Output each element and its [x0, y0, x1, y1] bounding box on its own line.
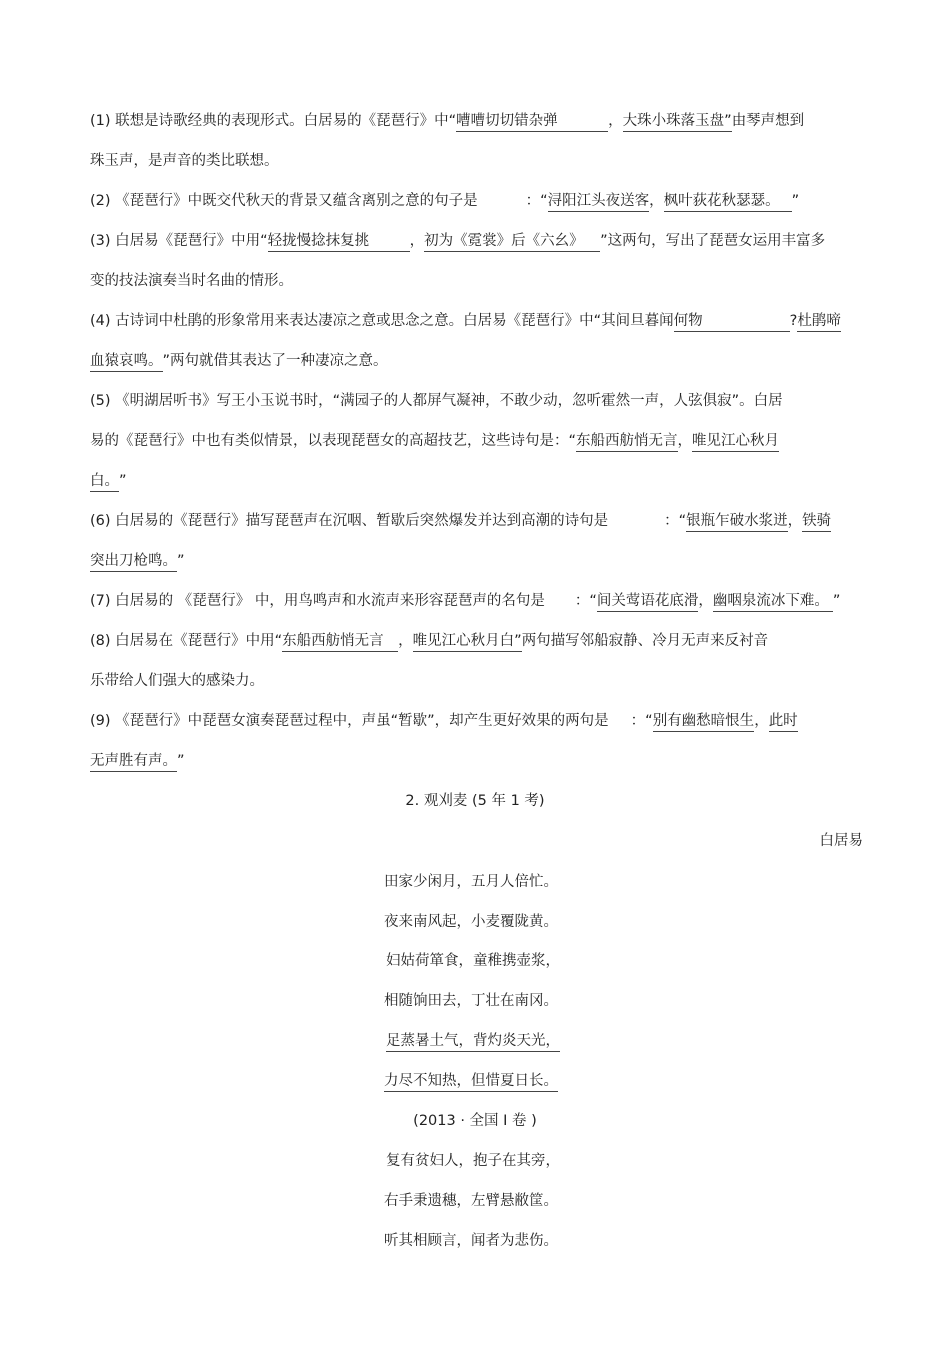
q8-answer-2: 唯见江心秋月白”	[413, 631, 522, 652]
question-6	[90, 511, 870, 532]
poem-line-6	[384, 1071, 558, 1092]
q9-answer-2-cont: 无声胜有声。	[90, 751, 177, 772]
question-2	[90, 191, 870, 212]
q8-post: 两句描写邻船寂静、冷月无声来反衬音	[521, 633, 769, 649]
poem-author: 白居易	[819, 833, 863, 849]
question-8	[90, 631, 870, 652]
poem-line-6-text: 力尽不知热，但惜夏日长。	[384, 1071, 558, 1092]
q4-sep: ?	[789, 313, 798, 329]
question-5-line-3	[90, 471, 870, 492]
q9-answer-1: 别有幽愁暗恨生	[653, 711, 755, 732]
q3-sep: ，	[409, 233, 425, 249]
q7-sep: ，	[698, 593, 713, 609]
poem-line-4: 相随饷田去，丁壮在南冈。	[384, 993, 558, 1009]
q9-post: ”	[177, 753, 185, 769]
q2-prompt: (2) 《琵琶行》中既交代秋天的背景又蕴含离别之意的句子是	[90, 193, 478, 209]
q5-prompt: 易的《琵琶行》中也有类似情景，以表现琵琶女的高超技艺，这些诗句是：“	[90, 433, 577, 449]
question-5: (5) 《明湖居听书》写王小玉说书时，“满园子的人都屏气凝神，不敢少动，忽听霍然一声，人弦俱寂”。白居	[90, 393, 783, 409]
q1-sep: ，	[608, 113, 623, 129]
q5-answer-1: 东船西舫悄无言	[576, 431, 678, 452]
q8-sep: ，	[398, 633, 413, 649]
q4-post: ”两句就借其表达了一种凄凉之意。	[162, 353, 388, 369]
q9-answer-2: 此时	[769, 711, 798, 732]
poem-source-note: (2013 · 全国 I 卷 )	[413, 1113, 537, 1129]
q2-answer-2: 枫叶荻花秋瑟瑟。	[664, 191, 792, 212]
q7-answer-2: 幽咽泉流冰下难。	[713, 591, 833, 612]
q1-post: 由琴声想到	[731, 113, 805, 129]
section-title: 2. 观刈麦 (5 年 1 考)	[405, 793, 545, 809]
q2-post: ”	[791, 193, 800, 209]
q5-post: ”	[119, 473, 127, 489]
poem-line-7: 复有贫妇人，抱子在其旁，	[386, 1153, 560, 1169]
poem-line-5	[386, 1031, 560, 1052]
q3-answer-2: 初为《霓裳》后《六幺》	[424, 231, 600, 252]
poem-line-3: 妇姑荷箪食，童稚携壶浆，	[386, 953, 560, 969]
poem-line-2: 夜来南风起，小麦覆陇黄。	[384, 914, 558, 930]
q2-colon: ：“	[525, 193, 548, 209]
question-8-cont: 乐带给人们强大的感染力。	[90, 673, 264, 689]
q7-prompt: (7) 白居易的 《琵琶行》 中，用鸟鸣声和水流声来形容琵琶声的名句是	[90, 593, 545, 609]
question-9-cont	[90, 751, 870, 772]
q6-answer-2-cont: 突出刀枪鸣。	[90, 551, 177, 572]
q7-colon: ：“	[574, 593, 597, 609]
q3-answer-1: 轻拢慢捻抹复挑	[268, 231, 410, 252]
q5-answer-2: 唯见江心秋月	[692, 431, 779, 452]
poem-line-5-text: 足蒸暑土气，背灼炎天光，	[386, 1031, 560, 1052]
q7-answer-1: 间关莺语花底滑	[597, 591, 699, 612]
q9-colon: ：“	[630, 713, 653, 729]
question-9	[90, 711, 870, 732]
q5-answer-2-cont: 白。	[90, 471, 119, 492]
question-3-cont: 变的技法演奏当时名曲的情形。	[90, 273, 293, 289]
q6-post: ”	[177, 553, 185, 569]
q6-prompt: (6) 白居易的《琵琶行》描写琵琶声在沉咽、暂歇后突然爆发并达到高潮的诗句是	[90, 513, 609, 529]
q4-prompt: (4) 古诗词中杜鹃的形象常用来表达凄凉之意或思念之意。白居易《琵琶行》中“其间旦暮闻	[90, 313, 674, 329]
q1-answer-1: 嘈嘈切切错杂弹	[456, 111, 608, 132]
q6-answer-1: 银瓶乍破水浆迸	[686, 511, 788, 532]
q2-sep: ，	[649, 193, 664, 209]
question-4	[90, 311, 870, 332]
poem-line-9: 听其相顾言，闻者为悲伤。	[384, 1233, 558, 1249]
q1-prompt: (1) 联想是诗歌经典的表现形式。白居易的《琵琶行》中“	[90, 113, 457, 129]
q3-prompt: (3) 白居易《琵琶行》中用“	[90, 233, 268, 249]
q2-answer-1: 浔阳江头夜送客	[548, 191, 650, 212]
q3-post: ”这两句，写出了琵琶女运用丰富多	[600, 233, 826, 249]
question-1-cont: 珠玉声，是声音的类比联想。	[90, 153, 279, 169]
question-1	[90, 111, 870, 132]
question-6-cont	[90, 551, 870, 572]
q9-sep: ，	[754, 713, 769, 729]
poem-line-1: 田家少闲月，五月人倍忙。	[384, 874, 558, 890]
question-3	[90, 231, 870, 252]
q6-answer-2: 铁骑	[802, 511, 831, 532]
q5-sep: ，	[677, 433, 693, 449]
poem-line-8: 右手秉遗穗，左臂悬敝筐。	[384, 1193, 558, 1209]
question-7	[90, 591, 870, 612]
q4-answer-1: 何物	[674, 311, 790, 332]
q7-post: ”	[832, 593, 841, 609]
question-4-cont	[90, 351, 870, 372]
q4-answer-2-cont: 血猿哀鸣。	[90, 351, 163, 372]
q9-prompt: (9) 《琵琶行》中琵琶女演奏琵琶过程中，声虽“暂歇”，却产生更好效果的两句是	[90, 713, 609, 729]
q8-prompt: (8) 白居易在《琵琶行》中用“	[90, 633, 283, 649]
q4-answer-2: 杜鹃啼	[797, 311, 841, 332]
q8-answer-1: 东船西舫悄无言	[282, 631, 398, 652]
q6-sep: ，	[787, 513, 803, 529]
q1-answer-2: 大珠小珠落玉盘”	[623, 111, 732, 132]
question-5-line-2	[90, 431, 870, 452]
q6-colon: ：“	[664, 513, 687, 529]
